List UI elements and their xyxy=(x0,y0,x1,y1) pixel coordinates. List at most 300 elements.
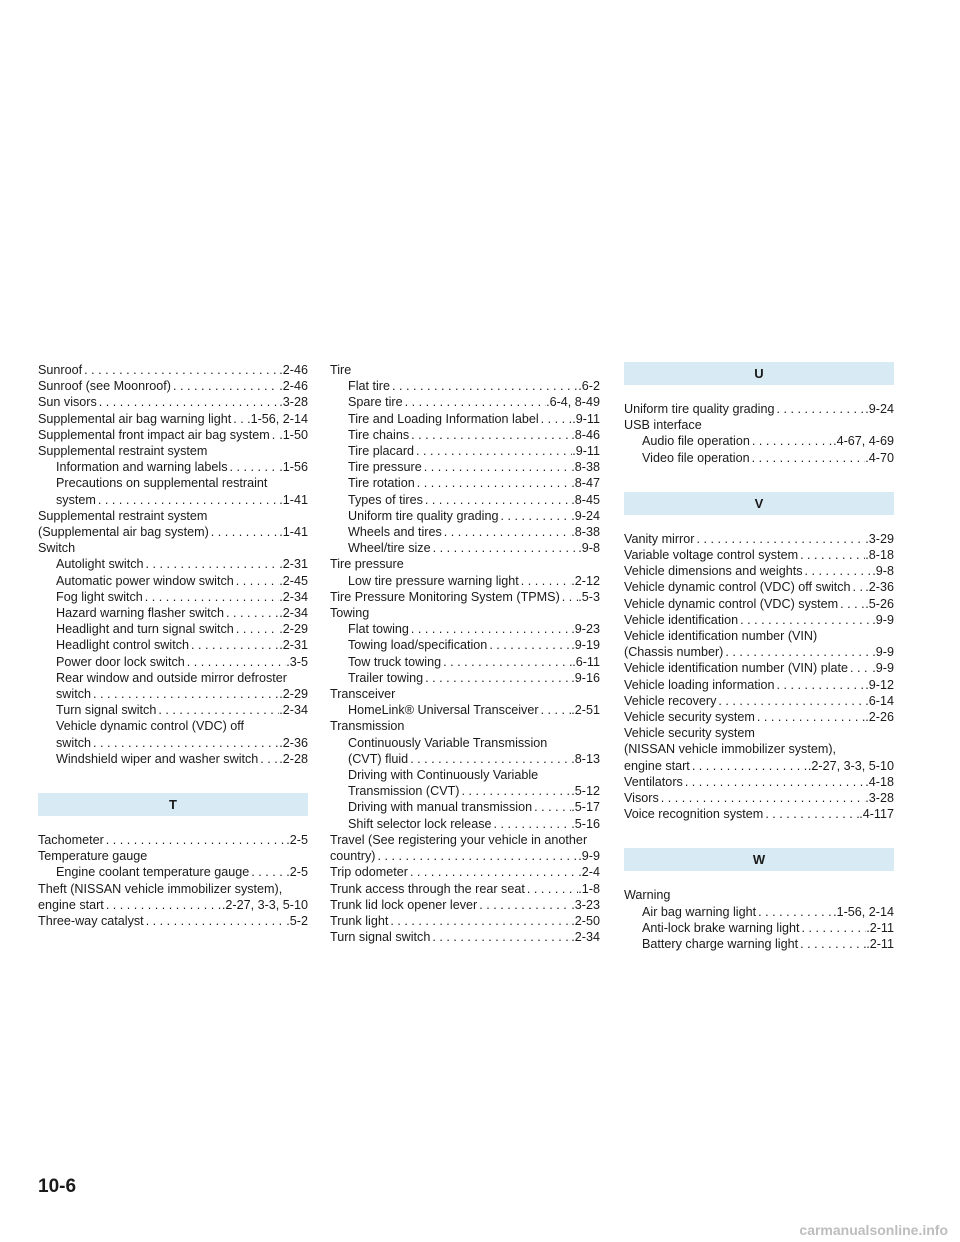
section-letter-t: T xyxy=(38,793,308,816)
page-reference: .9-11 xyxy=(572,444,600,459)
entry-text: Transmission xyxy=(330,719,405,734)
dot-leader xyxy=(82,362,279,378)
index-subentry-line xyxy=(38,654,308,670)
dot-leader xyxy=(539,411,573,427)
entry-text: Tire chains xyxy=(348,427,410,442)
index-entry xyxy=(624,660,894,676)
index-entry-line xyxy=(330,686,600,702)
page-reference: .2-34 xyxy=(571,930,600,945)
dot-leader xyxy=(532,799,571,815)
page-reference: .9-19 xyxy=(571,638,600,653)
entry-text: Engine coolant temperature gauge xyxy=(56,865,250,880)
index-entry-line xyxy=(624,628,894,644)
index-subentry-line xyxy=(38,864,308,880)
index-entry-line xyxy=(330,605,600,621)
entry-text: Trip odometer xyxy=(330,865,408,880)
index-entry xyxy=(330,897,600,913)
entry-text: Sun visors xyxy=(38,395,97,410)
entry-text: Vanity mirror xyxy=(624,531,695,546)
page-reference: .2-11 xyxy=(866,920,894,935)
index-subentry-line xyxy=(38,492,308,508)
index-entry-line xyxy=(38,540,308,556)
page-reference: .1-41 xyxy=(279,492,308,507)
dot-leader xyxy=(270,427,280,443)
page-reference: .3-23 xyxy=(571,897,600,912)
index-entry-line xyxy=(624,677,894,693)
page-reference: .3-28 xyxy=(279,395,308,410)
entry-text: Vehicle dynamic control (VDC) off switch xyxy=(624,580,851,595)
dot-leader xyxy=(408,751,571,767)
dot-leader xyxy=(96,492,279,508)
page-reference: .6-11 xyxy=(572,654,600,669)
index-entry-line xyxy=(330,848,600,864)
dot-leader xyxy=(144,556,280,572)
page-reference: .9-9 xyxy=(872,645,894,660)
page-reference: .2-27, 3-3, 5-10 xyxy=(807,758,894,773)
index-entry xyxy=(624,563,894,579)
entry-text: Flat towing xyxy=(348,622,409,637)
index-column-3 xyxy=(624,362,894,952)
dot-leader xyxy=(755,709,865,725)
entry-text: Information and warning labels xyxy=(56,460,228,475)
entry-text: system xyxy=(56,492,96,507)
page-number: 10-6 xyxy=(38,1176,77,1197)
dot-leader xyxy=(104,897,222,913)
page-reference: .1-56, 2-14 xyxy=(833,904,894,919)
page-reference: .8-18 xyxy=(865,548,894,563)
section-letter-u: U xyxy=(624,362,894,385)
index-entry xyxy=(624,677,894,693)
index-entry-line xyxy=(624,693,894,709)
dot-leader xyxy=(91,686,279,702)
index-entry-line xyxy=(624,401,894,417)
dot-leader xyxy=(234,573,279,589)
index-entry xyxy=(330,718,600,831)
entry-text: Battery charge warning light xyxy=(642,937,799,952)
entry-text: Three-way catalyst xyxy=(38,914,144,929)
index-entry xyxy=(330,929,600,945)
dot-leader xyxy=(723,644,872,660)
index-subentry-line xyxy=(330,767,600,783)
entry-text: Supplemental restraint system xyxy=(38,444,208,459)
entry-text: Audio file operation xyxy=(642,434,750,449)
entry-text: Voice recognition system xyxy=(624,807,764,822)
index-subentry-line xyxy=(330,378,600,394)
index-entry xyxy=(38,362,308,378)
index-entry xyxy=(38,913,308,929)
index-entry-line xyxy=(624,417,894,433)
index-entry xyxy=(38,427,308,443)
watermark[interactable]: carmanualsonline.info xyxy=(799,1222,948,1238)
dot-leader xyxy=(143,589,279,605)
dot-leader xyxy=(423,492,571,508)
entry-text: Vehicle security system xyxy=(624,726,755,741)
index-entry-line xyxy=(330,881,600,897)
page-reference: .9-8 xyxy=(578,541,600,556)
entry-text: Sunroof xyxy=(38,363,83,377)
index-subentry-line xyxy=(330,702,600,718)
index-subentry-line xyxy=(38,459,308,475)
index-entry xyxy=(330,556,600,588)
dot-leader xyxy=(249,864,286,880)
page-reference: .8-45 xyxy=(571,492,600,507)
index-subentry-line xyxy=(330,799,600,815)
entry-text: Vehicle recovery xyxy=(624,693,717,708)
index-entry-line xyxy=(38,524,308,540)
page-reference: .9-24 xyxy=(865,402,894,416)
page-reference: .5-2 xyxy=(286,914,308,929)
index-entry-line xyxy=(330,913,600,929)
page-reference: .3-5 xyxy=(286,654,308,669)
index-subentry-line xyxy=(330,492,600,508)
page-reference: .5-17 xyxy=(571,800,600,815)
dot-leader xyxy=(231,411,247,427)
page-reference: .2-28 xyxy=(279,751,308,766)
index-subentry-line xyxy=(624,450,894,466)
index-entry xyxy=(624,596,894,612)
entry-text: Types of tires xyxy=(348,492,423,507)
dot-leader xyxy=(838,596,865,612)
entry-text: Supplemental restraint system xyxy=(38,508,208,523)
dot-leader xyxy=(408,864,578,880)
entry-text: Tire and Loading Information label xyxy=(348,411,539,426)
entry-text: Video file operation xyxy=(642,450,750,465)
page-reference: .8-46 xyxy=(571,427,600,442)
dot-leader xyxy=(716,693,865,709)
page-reference: .6-14 xyxy=(865,693,894,708)
dot-leader xyxy=(414,443,572,459)
index-entry-line xyxy=(624,758,894,774)
entry-text: Ventilators xyxy=(624,774,683,789)
index-subentry-line xyxy=(38,702,308,718)
index-subentry-line xyxy=(38,573,308,589)
page-reference: .9-23 xyxy=(571,622,600,637)
index-subentry-line xyxy=(624,936,894,952)
page-reference: .8-47 xyxy=(571,476,600,491)
page-reference: .1-41 xyxy=(279,525,308,540)
dot-leader xyxy=(775,401,866,417)
entry-text: Trunk access through the rear seat xyxy=(330,881,525,896)
dot-leader xyxy=(423,670,571,686)
dot-leader xyxy=(487,637,571,653)
index-entry-line xyxy=(38,443,308,459)
page-reference: .2-51 xyxy=(571,703,600,718)
dot-leader xyxy=(390,378,578,394)
index-entry xyxy=(624,790,894,806)
page-reference: .2-29 xyxy=(279,687,308,702)
page-reference: .9-8 xyxy=(872,564,894,579)
page-reference: .3-28 xyxy=(865,791,894,806)
index-subentry-line xyxy=(38,637,308,653)
dot-leader xyxy=(431,540,579,556)
entry-text: USB interface xyxy=(624,418,702,433)
index-subentry-line xyxy=(38,670,308,686)
index-subentry-line xyxy=(330,427,600,443)
entry-text: Tire Pressure Monitoring System (TPMS) xyxy=(330,589,560,604)
entry-text: engine start xyxy=(38,897,104,912)
index-subentry-line xyxy=(38,605,308,621)
index-entry-line xyxy=(624,709,894,725)
entry-text: Vehicle identification xyxy=(624,612,739,627)
dot-leader xyxy=(798,547,865,563)
entry-text: Turn signal switch xyxy=(56,703,157,718)
page-reference: .9-12 xyxy=(865,677,894,692)
index-entry xyxy=(38,540,308,767)
dot-leader xyxy=(763,806,859,822)
entry-text: Trailer towing xyxy=(348,670,424,685)
index-entry-line xyxy=(38,848,308,864)
entry-text: Temperature gauge xyxy=(38,849,148,864)
entry-text: Continuously Variable Transmission xyxy=(348,735,548,750)
dot-leader xyxy=(185,654,287,670)
dot-leader xyxy=(519,573,571,589)
index-entry-line xyxy=(624,806,894,822)
dot-leader xyxy=(409,427,571,443)
dot-leader xyxy=(690,758,808,774)
entry-text: Low tire pressure warning light xyxy=(348,573,519,588)
dot-leader xyxy=(376,848,579,864)
dot-leader xyxy=(477,897,571,913)
entry-text: Automatic power window switch xyxy=(56,573,234,588)
entry-text: Transmission (CVT) xyxy=(348,784,460,799)
index-entry xyxy=(624,628,894,660)
index-entry-line xyxy=(624,725,894,741)
index-entry xyxy=(38,881,308,913)
index-subentry-line xyxy=(624,433,894,449)
entry-text: Vehicle identification number (VIN) xyxy=(624,629,818,644)
page-reference: .5-16 xyxy=(571,816,600,831)
index-entry-line xyxy=(330,556,600,572)
dot-leader xyxy=(441,654,572,670)
index-entry-line xyxy=(38,913,308,929)
dot-leader xyxy=(499,508,572,524)
dot-leader xyxy=(442,524,571,540)
index-entry xyxy=(330,589,600,605)
page-reference: .4-67, 4-69 xyxy=(833,434,894,449)
index-entry-line xyxy=(330,929,600,945)
page-reference: .5-3 xyxy=(578,589,600,604)
entry-text: Fog light switch xyxy=(56,589,143,604)
entry-text: Vehicle dynamic control (VDC) system xyxy=(624,596,839,611)
dot-leader xyxy=(104,832,287,848)
entry-text: Tachometer xyxy=(38,833,104,848)
entry-text: Driving with manual transmission xyxy=(348,800,533,815)
entry-text: (Supplemental air bag system) xyxy=(38,525,209,540)
index-entry-line xyxy=(38,508,308,524)
index-entry-line xyxy=(624,887,894,903)
dot-leader xyxy=(683,774,865,790)
dot-leader xyxy=(798,936,866,952)
entry-text: Variable voltage control system xyxy=(624,548,799,563)
page-reference: .9-16 xyxy=(571,670,600,685)
index-entry xyxy=(330,881,600,897)
page-reference: .2-26 xyxy=(865,710,894,725)
section-letter-w: W xyxy=(624,848,894,871)
index-entry-line xyxy=(624,660,894,676)
index-entry-line xyxy=(330,718,600,734)
dot-leader xyxy=(403,394,546,410)
entry-text: Supplemental air bag warning light xyxy=(38,411,232,426)
entry-text: engine start xyxy=(624,758,690,773)
entry-text: Tire placard xyxy=(348,444,415,459)
entry-text: switch xyxy=(56,687,91,702)
entry-text: Headlight control switch xyxy=(56,638,189,653)
entry-text: (CVT) fluid xyxy=(348,751,409,766)
page-reference: .2-4 xyxy=(578,865,600,880)
index-subentry-line xyxy=(330,573,600,589)
entry-text: Tire xyxy=(330,363,352,377)
dot-leader xyxy=(539,702,572,718)
dot-leader xyxy=(756,904,833,920)
index-entry xyxy=(330,913,600,929)
dot-leader xyxy=(800,920,867,936)
index-entry-line xyxy=(624,612,894,628)
entry-text: Vehicle loading information xyxy=(624,677,775,692)
index-entry xyxy=(38,832,308,848)
index-entry xyxy=(624,531,894,547)
index-subentry-line xyxy=(330,816,600,832)
entry-text: Towing load/specification xyxy=(348,638,488,653)
index-subentry-line xyxy=(38,751,308,767)
index-entry-line xyxy=(624,774,894,790)
page-reference: .2-46 xyxy=(279,379,308,394)
dot-leader xyxy=(848,660,872,676)
dot-leader xyxy=(228,459,280,475)
page-reference: .9-11 xyxy=(572,411,600,426)
index-entry xyxy=(330,864,600,880)
index-subentry-line xyxy=(330,394,600,410)
dot-leader xyxy=(144,913,287,929)
page-reference: .2-34 xyxy=(279,589,308,604)
index-column-1 xyxy=(38,362,308,929)
dot-leader xyxy=(234,621,279,637)
entry-text: Power door lock switch xyxy=(56,654,185,669)
index-subentry-line xyxy=(38,556,308,572)
index-subentry-line xyxy=(330,654,600,670)
entry-text: (Chassis number) xyxy=(624,645,724,660)
index-subentry-line xyxy=(38,589,308,605)
index-subentry-line xyxy=(330,411,600,427)
page-reference: .2-27, 3-3, 5-10 xyxy=(221,897,308,912)
dot-leader xyxy=(258,751,279,767)
entry-text: Theft (NISSAN vehicle immobilizer system), xyxy=(38,881,283,896)
dot-leader xyxy=(415,475,572,491)
index-entry-line xyxy=(624,741,894,757)
index-column-2 xyxy=(330,362,600,945)
dot-leader xyxy=(750,433,833,449)
page-reference: .5-26 xyxy=(865,596,894,611)
index-entry xyxy=(38,508,308,540)
section-letter-v: V xyxy=(624,492,894,515)
index-subentry-line xyxy=(624,904,894,920)
index-entry xyxy=(624,612,894,628)
page-reference: .2-31 xyxy=(279,638,308,653)
entry-text: Visors xyxy=(624,791,659,806)
entry-text: Turn signal switch xyxy=(330,930,431,945)
page-reference: .2-11 xyxy=(866,937,894,952)
page-reference: .8-38 xyxy=(571,460,600,475)
index-entry xyxy=(624,547,894,563)
index-subentry-line xyxy=(330,443,600,459)
index-subentry-line xyxy=(330,735,600,751)
entry-text: Switch xyxy=(38,541,76,556)
entry-text: Precautions on supplemental restraint xyxy=(56,476,268,491)
index-entry-line xyxy=(38,394,308,410)
dot-leader xyxy=(775,677,866,693)
index-subentry-line xyxy=(330,508,600,524)
entry-text: Sunroof (see Moonroof) xyxy=(38,379,172,394)
dot-leader xyxy=(97,394,279,410)
entry-text: Uniform tire quality grading xyxy=(624,402,775,416)
page-reference: .2-5 xyxy=(286,865,308,880)
index-entry-line xyxy=(624,563,894,579)
entry-text: Driving with Continuously Variable xyxy=(348,768,539,783)
page-reference: .1-56, 2-14 xyxy=(247,411,308,426)
entry-text: Hazard warning flasher switch xyxy=(56,606,224,621)
index-subentry-line xyxy=(38,735,308,751)
index-subentry-line xyxy=(330,670,600,686)
index-subentry-line xyxy=(330,475,600,491)
dot-leader xyxy=(171,378,279,394)
entry-text: Vehicle identification number (VIN) plate xyxy=(624,661,849,676)
index-entry-line xyxy=(330,864,600,880)
page-reference: .6-2 xyxy=(578,379,600,394)
index-entry-line xyxy=(38,881,308,897)
dot-leader xyxy=(422,459,572,475)
entry-text: Windshield wiper and washer switch xyxy=(56,751,259,766)
page-reference: .2-36 xyxy=(865,580,894,595)
page-reference: .2-5 xyxy=(286,833,308,848)
index-subentry-line xyxy=(330,637,600,653)
entry-text: country) xyxy=(330,849,376,864)
dot-leader xyxy=(189,637,279,653)
page-reference: .8-13 xyxy=(571,751,600,766)
index-entry xyxy=(624,579,894,595)
dot-leader xyxy=(388,913,571,929)
entry-text: Vehicle dynamic control (VDC) off xyxy=(56,719,245,734)
index-entry-line xyxy=(624,531,894,547)
entry-text: Tow truck towing xyxy=(348,654,442,669)
index-entry xyxy=(624,806,894,822)
entry-text: Uniform tire quality grading xyxy=(348,508,499,523)
index-subentry-line xyxy=(38,475,308,491)
page-reference: .2-31 xyxy=(279,557,308,572)
index-entry-line xyxy=(330,589,600,605)
entry-text: Vehicle dimensions and weights xyxy=(624,564,803,579)
page-reference: .2-45 xyxy=(279,573,308,588)
index-entry xyxy=(624,774,894,790)
entry-text: Transceiver xyxy=(330,687,396,702)
index-entry-line xyxy=(624,596,894,612)
dot-leader xyxy=(91,735,279,751)
dot-leader xyxy=(750,450,866,466)
index-entry xyxy=(624,887,894,952)
entry-text: Spare tire xyxy=(348,395,403,410)
entry-text: Trunk light xyxy=(330,913,389,928)
index-subentry-line xyxy=(38,686,308,702)
index-entry-line xyxy=(38,897,308,913)
index-entry xyxy=(330,362,600,556)
index-entry xyxy=(624,709,894,725)
entry-text: Tire pressure xyxy=(348,460,422,475)
entry-text: Shift selector lock release xyxy=(348,816,492,831)
page-reference: .2-34 xyxy=(279,606,308,621)
index-entry xyxy=(330,832,600,864)
entry-text: Autolight switch xyxy=(56,557,144,572)
index-entry xyxy=(330,605,600,686)
dot-leader xyxy=(560,589,579,605)
dot-leader xyxy=(738,612,872,628)
